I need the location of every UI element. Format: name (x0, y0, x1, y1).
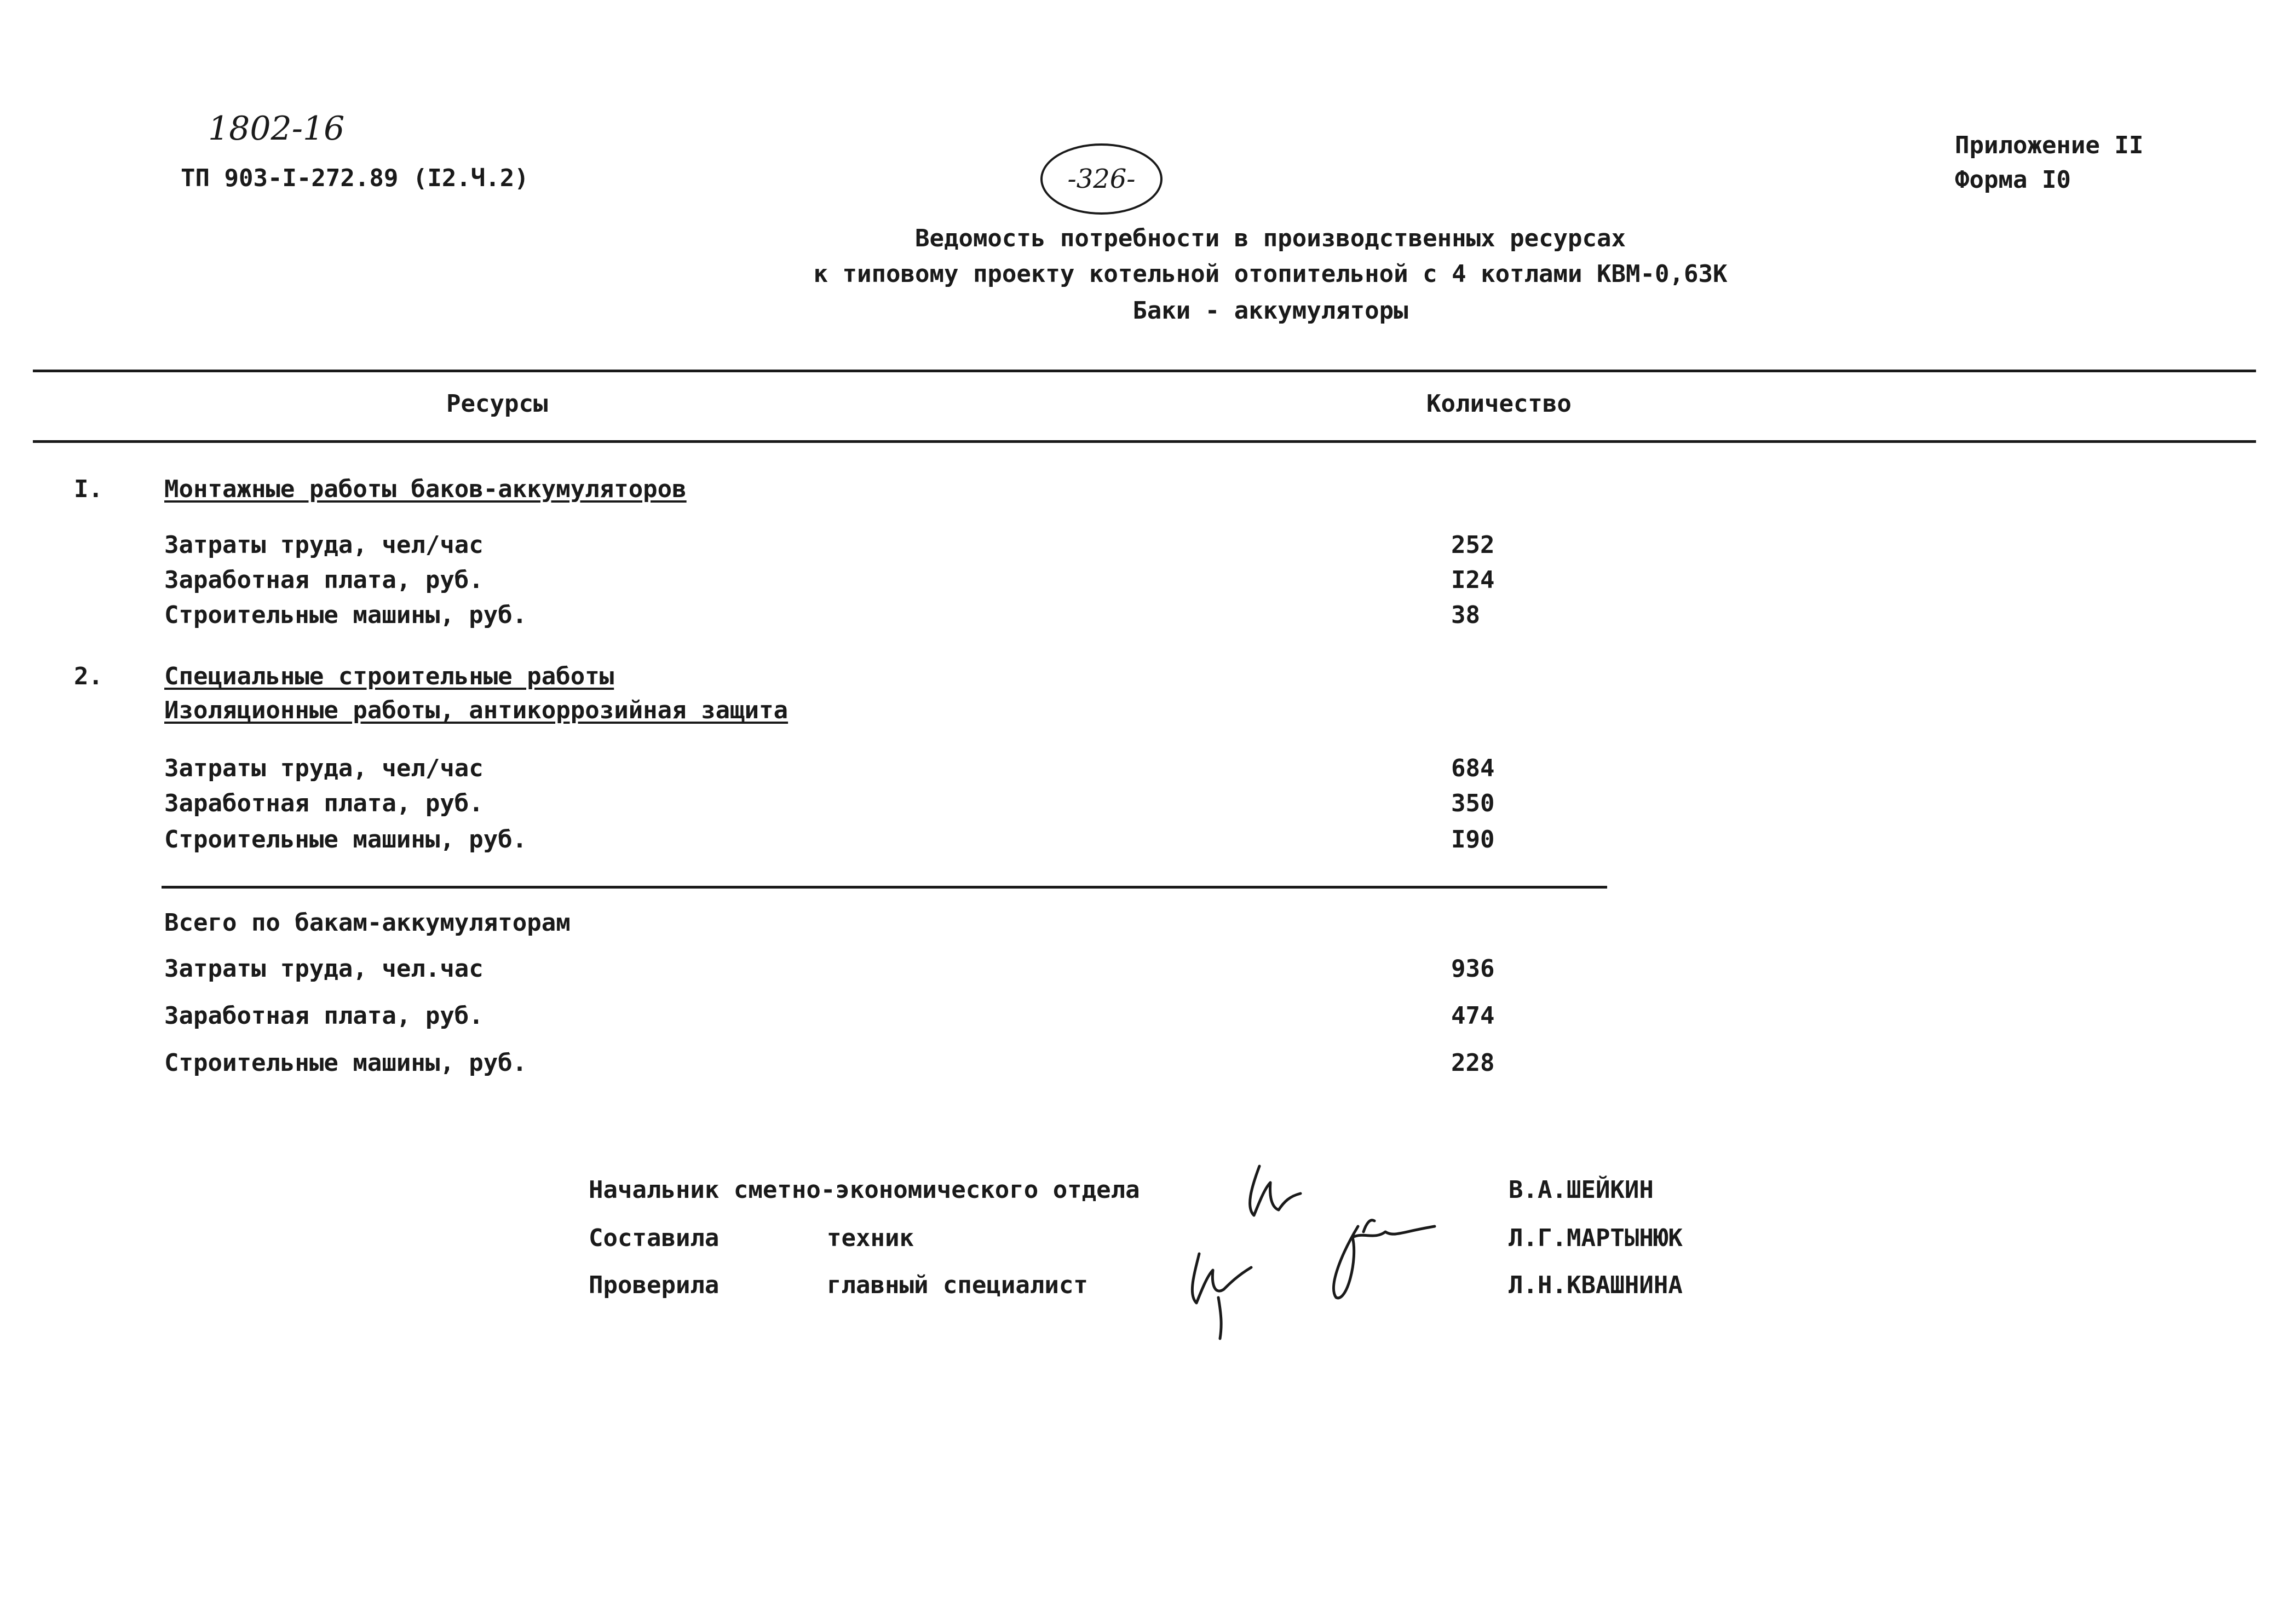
handwritten-signatures (1177, 1150, 1462, 1347)
form-label: Форма I0 (1955, 166, 2071, 194)
total-title: Всего по бакам-аккумуляторам (164, 909, 571, 937)
row-value: I24 (1451, 566, 1495, 594)
column-header-resources: Ресурсы (446, 390, 548, 418)
signature-stroke (1218, 1298, 1221, 1339)
signature-name: Л.Н.КВАШНИНА (1509, 1271, 1683, 1299)
row-value: I90 (1451, 826, 1495, 854)
signature-stroke (1334, 1226, 1435, 1298)
signature-stroke (1363, 1220, 1374, 1232)
section-title: Специальные строительные работы (164, 662, 614, 690)
document-code: ТП 903-I-272.89 (I2.Ч.2) (181, 164, 529, 192)
row-label: Заработная плата, руб. (164, 566, 484, 594)
signature-position: техник (827, 1224, 914, 1252)
table-top-rule (33, 370, 2256, 372)
section-subtitle: Изоляционные работы, антикоррозийная защита (164, 696, 789, 724)
section-number: I. (74, 475, 103, 503)
total-row-value: 474 (1451, 1002, 1495, 1030)
row-label: Строительные машины, руб. (164, 601, 527, 629)
appendix-label: Приложение II (1955, 131, 2144, 159)
column-header-quantity: Количество (1426, 390, 1572, 418)
total-separator-rule (162, 886, 1607, 889)
signature-stroke (1192, 1254, 1251, 1303)
signature-role: Проверила (589, 1271, 720, 1299)
total-row-label: Затраты труда, чел.час (164, 955, 484, 983)
row-label: Заработная плата, руб. (164, 789, 484, 817)
title-line-2: к типовому проекту котельной отопительной с 4 котлами КВМ-0,63К (813, 260, 1728, 288)
section-number: 2. (74, 662, 103, 690)
total-row-label: Строительные машины, руб. (164, 1049, 527, 1077)
total-row-label: Заработная плата, руб. (164, 1002, 484, 1030)
handwritten-reference: 1802-16 (208, 109, 345, 148)
row-value: 38 (1451, 601, 1480, 629)
row-value: 684 (1451, 754, 1495, 782)
row-label: Затраты труда, чел/час (164, 754, 484, 782)
total-row-value: 936 (1451, 955, 1495, 983)
row-label: Затраты труда, чел/час (164, 531, 484, 559)
signature-name: В.А.ШЕЙКИН (1509, 1176, 1654, 1204)
title-line-1: Ведомость потребности в производственных ресурсах (914, 224, 1626, 252)
total-row-value: 228 (1451, 1049, 1495, 1077)
row-label: Строительные машины, руб. (164, 826, 527, 854)
section-title: Монтажные работы баков-аккумуляторов (164, 475, 687, 503)
page-number-stamp (1040, 143, 1163, 215)
row-value: 350 (1451, 789, 1495, 817)
signature-stroke (1250, 1166, 1301, 1215)
page-number: -326- (1067, 164, 1136, 194)
signature-role: Составила (589, 1224, 720, 1252)
row-value: 252 (1451, 531, 1495, 559)
signature-role: Начальник сметно-экономического отдела (589, 1176, 1140, 1204)
signature-position: главный специалист (827, 1271, 1088, 1299)
table-header-rule (33, 440, 2256, 443)
signature-name: Л.Г.МАРТЫНЮК (1509, 1224, 1683, 1252)
title-line-3: Баки - аккумуляторы (1132, 297, 1408, 325)
